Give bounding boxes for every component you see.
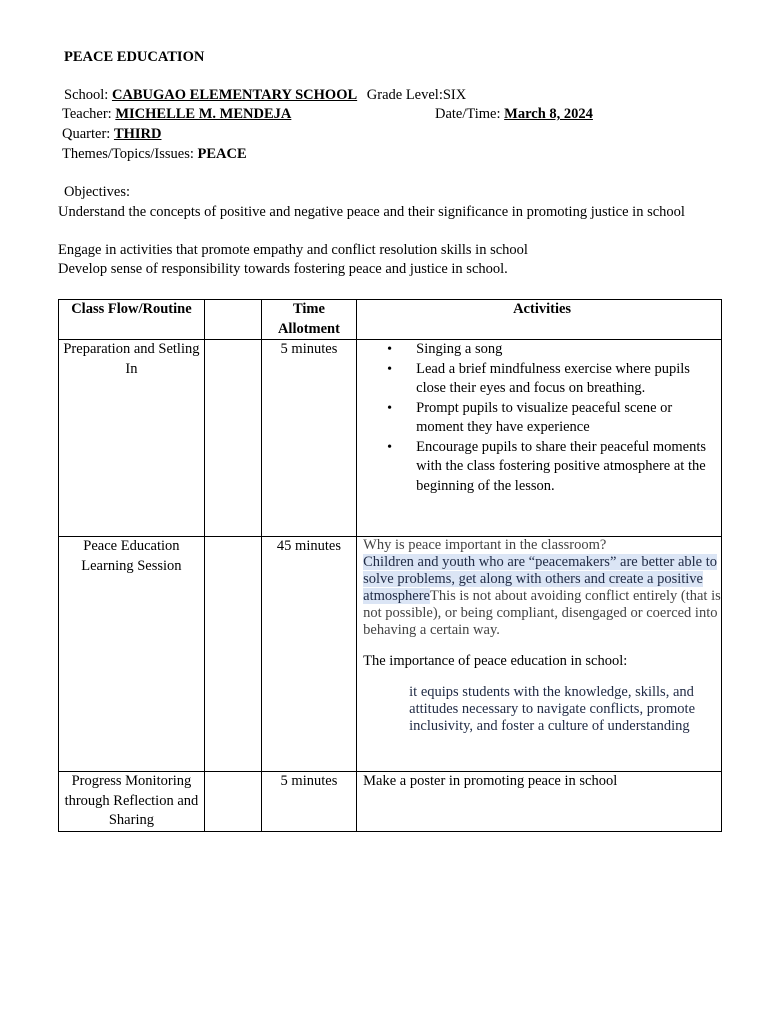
time-cell: 45 minutes	[261, 537, 356, 772]
session-question: Why is peace important in the classroom?	[363, 537, 607, 553]
flow-cell: Peace Education Learning Session	[59, 537, 205, 772]
activities-cell	[357, 537, 722, 772]
quarter-line	[62, 125, 161, 144]
quarter-value: THIRD	[113, 126, 162, 142]
importance-text: it equips students with the knowledge, skills, and attitudes necessary to navigate conflicts, promote inclusivity, and foster a culture of understanding	[409, 684, 696, 734]
objective-item: Understand the concepts of positive and negative peace and their significance in promoting justice in school	[58, 204, 685, 220]
table-row	[59, 340, 722, 537]
teacher-label: Teacher:	[62, 106, 112, 122]
themes-value: PEACE	[197, 146, 247, 162]
objective-item: Engage in activities that promote empathy and conflict resolution skills in school	[58, 242, 528, 258]
lesson-plan-table	[58, 299, 722, 832]
table-header-row	[59, 300, 722, 340]
document-title: PEACE EDUCATION	[64, 49, 205, 65]
blank-cell	[204, 772, 261, 832]
list-item: • Singing a song	[407, 340, 721, 360]
highlighted-text: Children and youth who are “peacemakers” are better able to solve problems, get along with others and create a positive atmosphere	[363, 554, 718, 604]
themes-label: Themes/Topics/Issues:	[62, 146, 194, 162]
list-item: • Encourage pupils to share their peaceful moments with the class fostering positive atmosphere at the beginning of the lesson.	[407, 438, 721, 497]
time-cell: 5 minutes	[261, 772, 356, 832]
datetime-label: Date/Time:	[435, 106, 501, 122]
objective-item: Develop sense of responsibility towards fostering peace and justice in school.	[58, 261, 508, 277]
blank-cell	[204, 340, 261, 537]
objectives-label: Objectives:	[64, 184, 131, 200]
themes-line	[62, 145, 247, 164]
teacher-line	[62, 105, 291, 124]
school-line	[64, 86, 466, 105]
importance-label: The importance of peace education in school:	[363, 653, 628, 669]
list-item: • Lead a brief mindfulness exercise where pupils close their eyes and focus on breathing.	[407, 360, 721, 399]
column-header-activities: Activities	[357, 300, 722, 340]
table-row	[59, 537, 722, 772]
time-cell: 5 minutes	[261, 340, 356, 537]
activities-cell: Make a poster in promoting peace in school	[357, 772, 722, 832]
grade-level: Grade Level:SIX	[366, 87, 467, 103]
list-item: • Prompt pupils to visualize peaceful scene or moment they have experience	[407, 399, 721, 438]
school-value: CABUGAO ELEMENTARY SCHOOL	[111, 87, 358, 103]
datetime-line	[435, 105, 593, 124]
column-header-blank	[204, 300, 261, 340]
column-header-flow: Class Flow/Routine	[59, 300, 205, 340]
activity-list	[363, 340, 721, 496]
session-explanation	[363, 554, 721, 639]
column-header-time: Time Allotment	[261, 300, 356, 340]
flow-cell: Progress Monitoring through Reflection and Sharing	[59, 772, 205, 832]
blank-cell	[204, 537, 261, 772]
teacher-value: MICHELLE M. MENDEJA	[115, 106, 292, 122]
quarter-label: Quarter:	[62, 126, 111, 142]
table-row	[59, 772, 722, 832]
flow-cell: Preparation and Setling In	[59, 340, 205, 537]
datetime-value: March 8, 2024	[504, 106, 593, 122]
continuation-text: This is not about avoiding conflict entirely (that is not possible), or being compliant, disengaged or coerced into behaving a certain way.	[363, 588, 721, 638]
activities-cell	[357, 340, 722, 537]
school-label: School:	[64, 87, 109, 103]
